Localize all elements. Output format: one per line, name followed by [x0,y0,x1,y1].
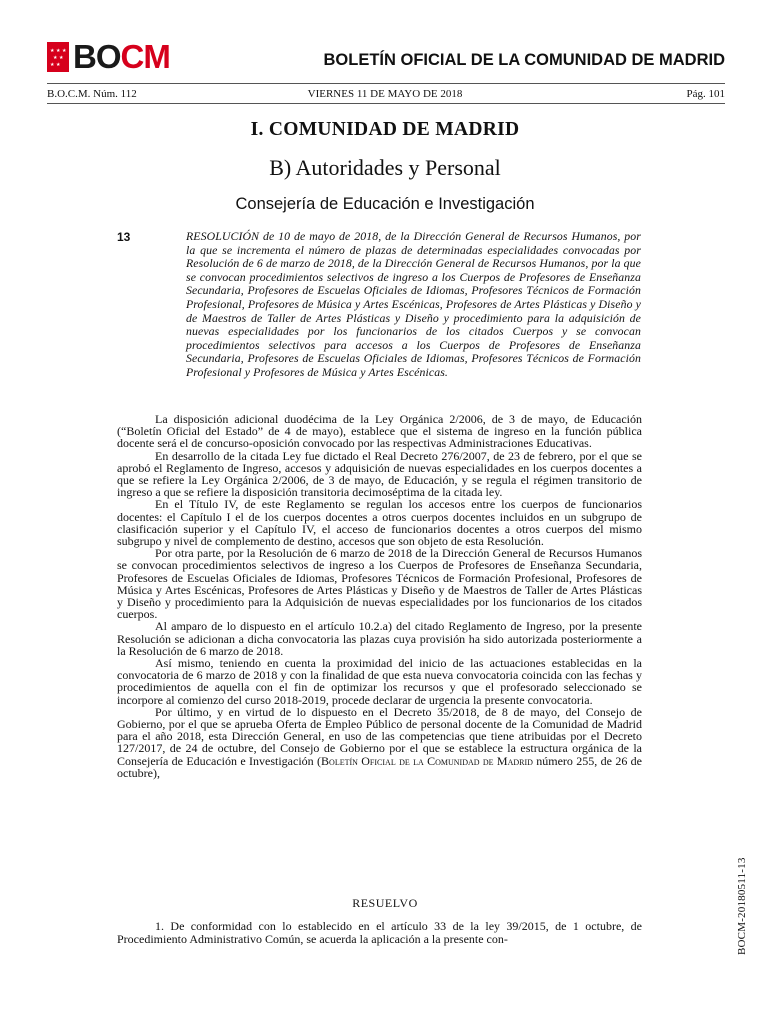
paragraph: La disposición adicional duodécima de la Ley Orgánica 2/2006, de 3 de mayo, de Educación (“Boletín Oficial del Estado” de 4 de mayo), establece que el sistema de ingreso en la función pública docente será el de concurso-oposición convocado por las respectivas Administraciones Educativas. [117,412,642,451]
paragraph: En desarrollo de la citada Ley fue dictado el Real Decreto 276/2007, de 23 de febrero, por el que se aprobó el Reglamento de Ingreso, accesos y adquisición de nuevas especialidades en los cuerpos docentes a que se refiere la Ley Orgánica 2/2006, de 3 de mayo, de Educación, y se regula el régimen transitorio de ingreso a que se refiere la disposición transitoria decimoséptima de la citada ley. [117,448,642,500]
bulletin-title: BOLETÍN OFICIAL DE LA COMUNIDAD DE MADRID [323,51,725,69]
header-divider-top [47,83,725,84]
paragraph [117,706,642,779]
madrid-flag-icon: ★ ★ ★ ★ ★ ★ ★ [47,42,69,72]
section-title: I. COMUNIDAD DE MADRID [250,119,520,140]
resolution-points [117,920,642,945]
paragraph: Al amparo de lo dispuesto en el artículo 10.2.a) del citado Reglamento de Ingreso, por la presente Resolución se adicionan a dicha convocatoria las plazas cuya provisión ha sido autorizada posteriormente a la Resolución de 6 marzo de 2018. [117,619,642,658]
department-title: Consejería de Educación e Investigación [235,195,535,213]
paragraph: Por otra parte, por la Resolución de 6 marzo de 2018 de la Dirección General de Recursos Humanos se convocan procedimientos selectivos de ingreso a los Cuerpos de Profesores de Enseñanza Secundaria, Profesores de Escuelas Oficiales de Idiomas, Profesores Técnicos de Formación Profesional, Profesores de Música y Artes Escénicas, Profesores de Artes Plásticas y Diseño y de Maestros de Taller de Artes Plásticas y Diseño y procedimiento para la Adquisición de nuevas especialidades por los funcionarios de los citados cuerpos. [117,546,642,622]
paragraph-text: Por último, y en virtud de lo dispuesto en el Decreto 35/2018, de 8 de mayo, del Consejo de Gobierno, por el que se aprueba Oferta de Empleo Público de personal docente de la Comunidad de Madrid para el año 2018, esta Dirección General, en uso de las competencias que tiene atribuidas por el Decreto 127/2017, de 24 de octubre, del Consejo de Gobierno por el que se establece la estructura orgánica de la Consejería de Educación e Investigación ( [117,704,642,768]
bocm-logo [47,40,170,74]
resolution-title: RESOLUCIÓN de 10 de mayo de 2018, de la Dirección General de Recursos Humanos, por la que se incrementa el número de plazas de determinadas especialidades convocadas por Resolución de 6 de marzo de 2018, de la Dirección General de Recursos Humanos, por la que se convocan procedimientos selectivos de ingreso a los Cuerpos de Profesores de Enseñanza Secundaria, Profesores de Escuelas Oficiales de Idiomas, Profesores Técnicos de Formación Profesional, Profesores de Música y Artes Escénicas, Profesores de Artes Plásticas y Diseño y de Maestros de Taller de Artes Plásticas y Diseño y procedimiento para la adquisición de nuevas especialidades por los funcionarios de los citados Cuerpos y se convocan procedimientos selectivos para accesos a los Cuerpos de Profesores de Enseñanza Secundaria, Profesores de Escuelas Oficiales de Idiomas, Profesores Técnicos de Formación Profesional y Profesores de Música y Artes Escénicas. [186,229,641,379]
resuelvo-heading: RESUELVO [352,896,418,910]
resolution-number: 13 [117,230,131,244]
paragraph-text: número 255, de 26 de octubre), [117,753,642,780]
page-number: Pág. 101 [686,88,725,100]
issue-number: B.O.C.M. Núm. 112 [47,88,137,100]
document-code: BOCM-20180511-13 [736,857,748,955]
logo-text: BOCM [73,38,170,75]
body-text [117,413,642,779]
paragraph: En el Título IV, de este Reglamento se regulan los accesos entre los cuerpos de funcionarios docentes: el Capítulo I el de los cuerpos docentes a otros cuerpos docentes incluidos en un subgrupo de clasificación superior y el Capítulo IV, el acceso de funcionarios docentes a otros cuerpos del mismo subgrupo y nivel de complemento de destino, accesos que son objeto de esta Resolución. [117,497,642,549]
paragraph: 1. De conformidad con lo establecido en el artículo 33 de la ley 39/2015, de 1 octubre, de Procedimiento Administrativo Común, se acuerda la aplicación a la presente con- [117,919,642,946]
paragraph: Así mismo, teniendo en cuenta la proximidad del inicio de las actuaciones establecidas en la convocatoria de 6 marzo de 2018 y con la finalidad de que esta nueva convocatoria coincida con las fechas y procedimientos de aquella con el fin de optimizar los recursos y que el profesorado seleccionado se incorpore al comienzo del curso 2018-2019, procede declarar de urgencia la presente convocatoria. [117,656,642,707]
journal-name: Boletín Oficial de la Comunidad de Madrid [321,753,533,768]
subsection-title: B) Autoridades y Personal [269,155,501,180]
header-divider-bottom [47,103,725,104]
issue-date: VIERNES 11 DE MAYO DE 2018 [307,88,463,100]
